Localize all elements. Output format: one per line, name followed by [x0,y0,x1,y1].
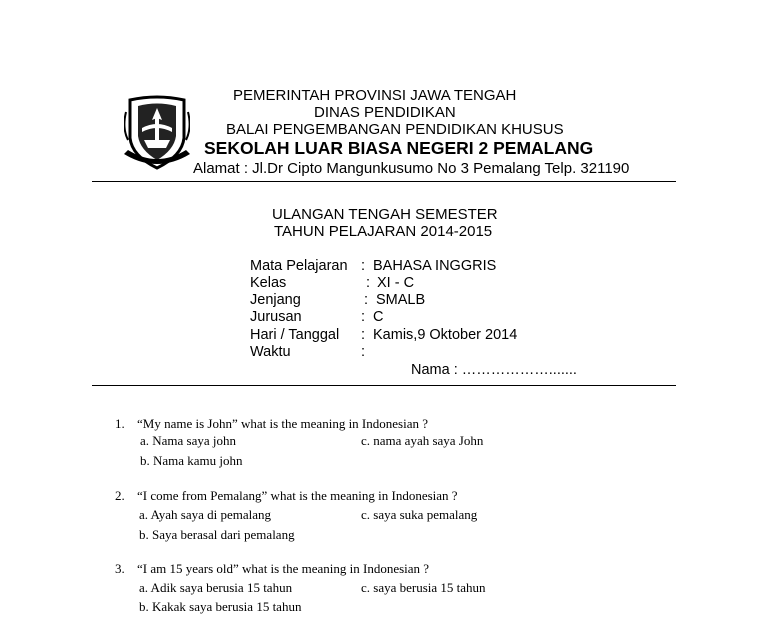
header-line-2: DINAS PENDIDIKAN [314,104,456,121]
exam-title: ULANGAN TENGAH SEMESTER [272,206,498,223]
info-sep-major: : [361,309,366,325]
info-value-major: C [373,309,384,325]
question-number: 1. [115,416,125,431]
info-value-class: XI - C [377,275,415,291]
question-number: 2. [115,488,125,503]
info-divider [92,385,676,386]
option-a: a. Ayah saya di pemalang [139,507,272,522]
crest-logo-icon [124,94,190,170]
header-line-3: BALAI PENGEMBANGAN PENDIDIKAN KHUSUS [226,121,564,138]
student-name-line: Nama : ………………....... [411,362,577,378]
option-b: b. Nama kamu john [140,453,243,468]
option-a: a. Nama saya john [140,433,237,448]
info-sep-time: : [361,344,366,360]
question-number: 3. [115,561,125,576]
info-label-level: Jenjang [250,292,301,308]
info-value-date: Kamis,9 Oktober 2014 [373,327,518,343]
question-text: “My name is John” what is the meaning in Indonesian ? [137,416,428,431]
option-c: c. saya berusia 15 tahun [361,580,486,595]
header-line-1: PEMERINTAH PROVINSI JAWA TENGAH [233,87,517,104]
option-b: b. Saya berasal dari pemalang [139,527,295,542]
info-value-level: SMALB [376,292,426,308]
school-address: Alamat : Jl.Dr Cipto Mangunkusumo No 3 Pemalang Telp. 321190 [193,160,630,177]
option-a: a. Adik saya berusia 15 tahun [139,580,293,595]
header-divider [92,181,676,182]
info-label-major: Jurusan [250,309,302,325]
info-label-time: Waktu [250,344,291,360]
option-c: c. nama ayah saya John [361,433,484,448]
info-label-date: Hari / Tanggal [250,327,340,343]
info-value-subject: BAHASA INGGRIS [373,258,497,274]
info-sep-class: : [366,275,371,291]
info-sep-level: : [364,292,369,308]
option-b: b. Kakak saya berusia 15 tahun [139,599,302,614]
info-label-subject: Mata Pelajaran [250,258,348,274]
exam-year: TAHUN PELAJARAN 2014-2015 [274,223,493,240]
option-c: c. saya suka pemalang [361,507,478,522]
info-label-class: Kelas [250,275,287,291]
question-text: “I come from Pemalang” what is the meaning in Indonesian ? [137,488,458,503]
info-sep-date: : [361,327,366,343]
info-sep-subject: : [361,258,366,274]
school-name: SEKOLAH LUAR BIASA NEGERI 2 PEMALANG [204,138,594,158]
question-text: “I am 15 years old” what is the meaning in Indonesian ? [137,561,430,576]
